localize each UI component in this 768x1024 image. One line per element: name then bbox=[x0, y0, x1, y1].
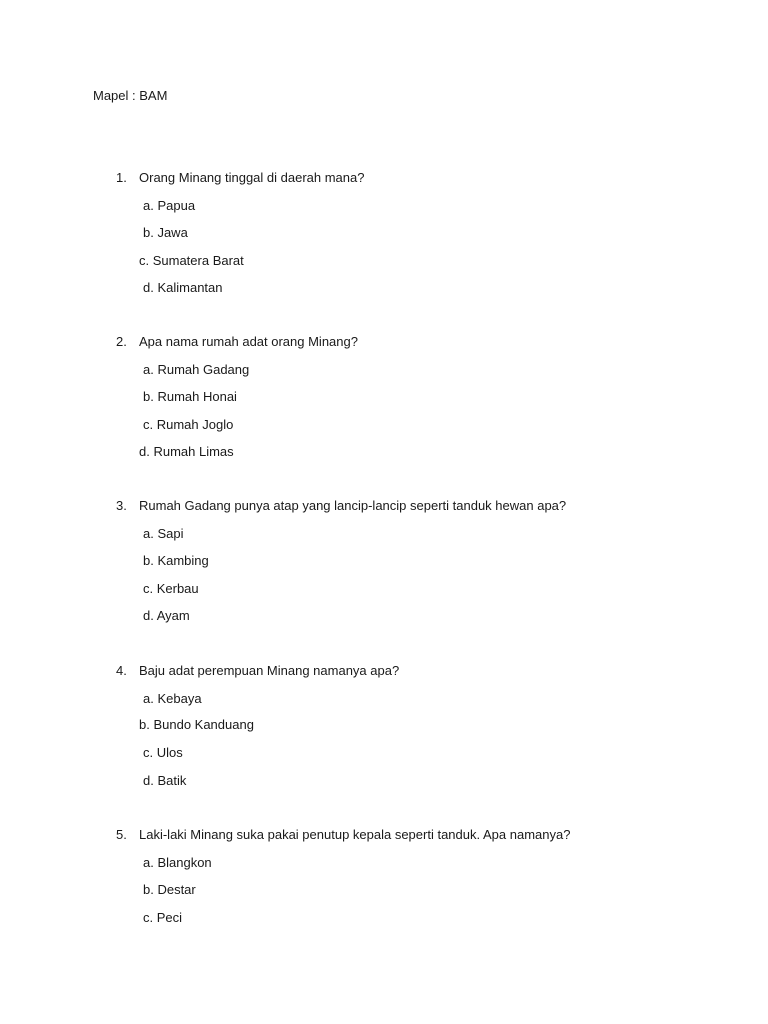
question-1-option-d: d. Kalimantan bbox=[143, 280, 223, 295]
question-1-option-c: c. Sumatera Barat bbox=[139, 253, 244, 268]
question-2-option-a: a. Rumah Gadang bbox=[143, 362, 250, 377]
question-3-option-b: b. Kambing bbox=[143, 553, 209, 568]
question-2-option-d: d. Rumah Limas bbox=[139, 444, 234, 459]
question-3-option-c: c. Kerbau bbox=[143, 581, 199, 596]
question-3-text: Rumah Gadang punya atap yang lancip-lancip seperti tanduk hewan apa? bbox=[139, 498, 567, 513]
subject-label: Mapel : BAM bbox=[93, 88, 168, 103]
question-1-option-b: b. Jawa bbox=[143, 225, 188, 240]
question-4-option-d: d. Batik bbox=[143, 773, 187, 788]
question-1-option-a: a. Papua bbox=[143, 198, 196, 213]
question-3-option-d: d. Ayam bbox=[143, 608, 190, 623]
question-5-option-c: c. Peci bbox=[143, 910, 183, 925]
question-1-number: 1. bbox=[116, 170, 127, 185]
question-2-option-c: c. Rumah Joglo bbox=[143, 417, 234, 432]
question-3-number: 3. bbox=[116, 498, 127, 513]
question-1-text: Orang Minang tinggal di daerah mana? bbox=[139, 170, 365, 185]
question-5-number: 5. bbox=[116, 827, 127, 842]
question-4-option-a: a. Kebaya bbox=[143, 691, 202, 706]
question-4-option-c: c. Ulos bbox=[143, 745, 183, 760]
question-4-option-b: b. Bundo Kanduang bbox=[139, 717, 254, 732]
question-4-text: Baju adat perempuan Minang namanya apa? bbox=[139, 663, 400, 678]
question-2-number: 2. bbox=[116, 334, 127, 349]
question-4-number: 4. bbox=[116, 663, 127, 678]
question-5-text: Laki-laki Minang suka pakai penutup kepala seperti tanduk. Apa namanya? bbox=[139, 827, 571, 842]
question-2-text: Apa nama rumah adat orang Minang? bbox=[139, 334, 358, 349]
question-2-option-b: b. Rumah Honai bbox=[143, 389, 237, 404]
question-5-option-a: a. Blangkon bbox=[143, 855, 212, 870]
question-3-option-a: a. Sapi bbox=[143, 526, 184, 541]
question-5-option-b: b. Destar bbox=[143, 882, 196, 897]
